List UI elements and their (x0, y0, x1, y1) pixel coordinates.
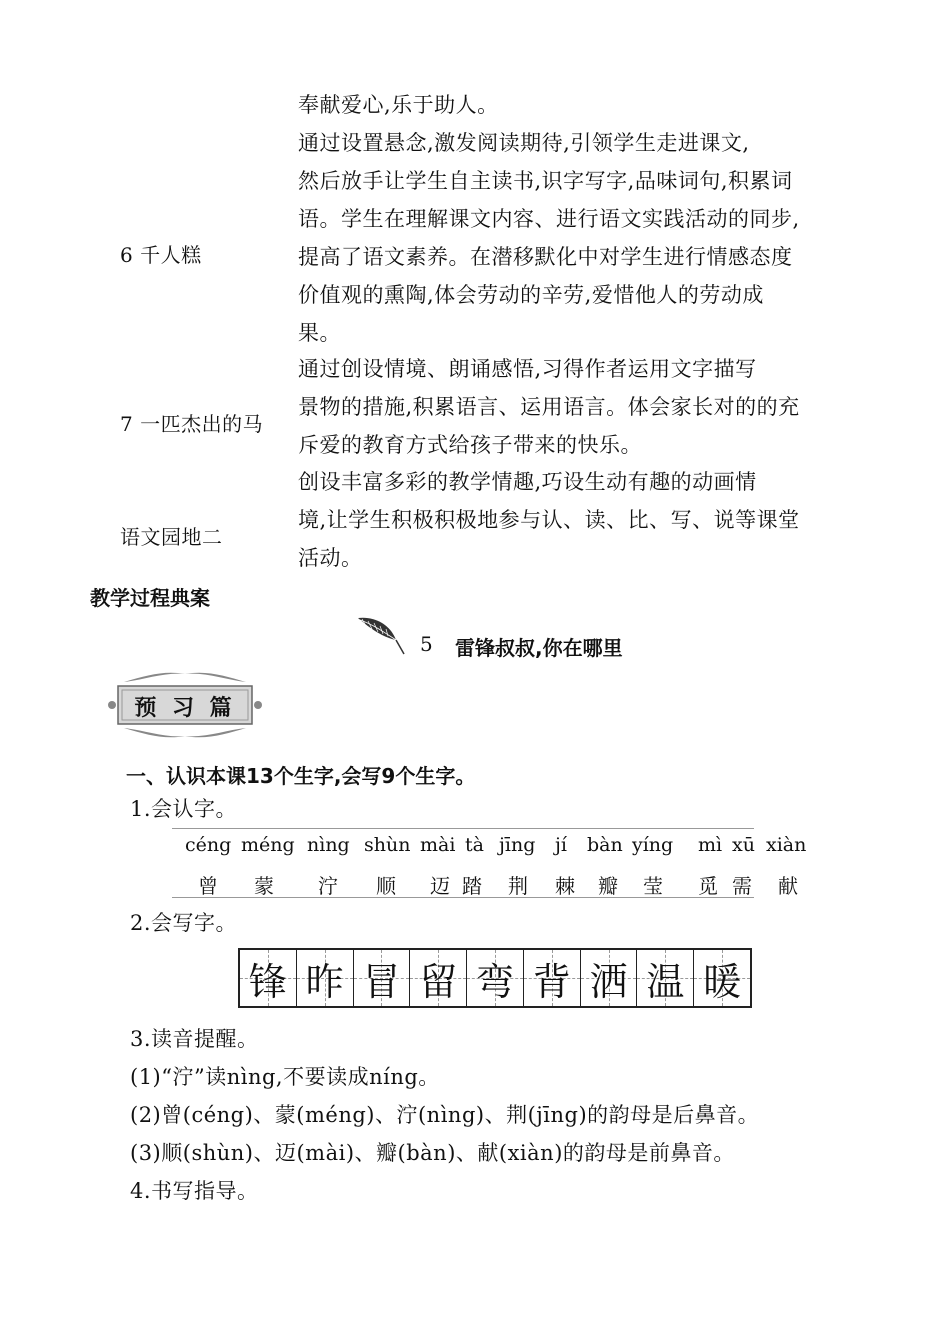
write-char: 洒 (589, 959, 628, 1004)
pinyin: jí (555, 834, 567, 856)
lesson-name-7: 7 一匹杰出的马 (120, 412, 264, 436)
pinyin: jīng (499, 834, 536, 856)
lesson-name-6: 6 千人糕 (120, 243, 202, 267)
preview-banner (104, 670, 266, 740)
pinyin: mài (420, 834, 456, 856)
hanzi: 泞 (318, 874, 338, 898)
lesson-title: 雷锋叔叔,你在哪里 (455, 636, 623, 660)
hanzi: 棘 (555, 874, 575, 898)
rule-bottom (172, 897, 754, 898)
grid-cell (524, 950, 581, 1006)
hanzi: 蒙 (254, 874, 274, 898)
write-char: 弯 (476, 959, 515, 1004)
write-char: 暖 (703, 959, 742, 1004)
item-2: 2.会写字。 (130, 911, 238, 935)
text-line: 斥爱的教育方式给孩子带来的快乐。 (298, 433, 642, 457)
grid-cell (694, 950, 750, 1006)
writing-grid (238, 948, 752, 1008)
note-3: (3)顺(shùn)、迈(mài)、瓣(bàn)、献(xiàn)的韵母是前鼻音。 (130, 1141, 735, 1165)
text-line: 果。 (298, 321, 341, 345)
text-line: 活动。 (298, 546, 363, 570)
grid-cell (297, 950, 354, 1006)
text-line: 创设丰富多彩的教学情趣,巧设生动有趣的动画情 (298, 470, 757, 494)
text-line: 奉献爱心,乐于助人。 (298, 93, 499, 117)
write-char: 锋 (248, 959, 287, 1004)
row-1-text (298, 124, 838, 352)
write-char: 留 (419, 959, 458, 1004)
text-line: 然后放手让学生自主读书,识字写字,品味词句,积累词 (298, 169, 793, 193)
pinyin: yíng (632, 834, 674, 856)
hanzi-row (172, 870, 798, 906)
banner-label: 预 习 篇 (134, 696, 236, 721)
hanzi: 需 (732, 874, 752, 898)
hanzi: 觅 (698, 874, 718, 898)
pinyin: xū (732, 834, 755, 856)
hanzi: 莹 (643, 874, 663, 898)
pinyin: tà (465, 834, 484, 856)
item-3: 3.读音提醒。 (130, 1027, 259, 1051)
pinyin-row (172, 834, 807, 870)
note-2: (2)曾(céng)、蒙(méng)、泞(nìng)、荆(jīng)的韵母是后鼻音。 (130, 1103, 760, 1127)
text-line: 景物的措施,积累语言、运用语言。体会家长对的的充 (298, 395, 800, 419)
hanzi: 献 (778, 874, 798, 898)
pinyin: méng (241, 834, 295, 856)
row-0-text (298, 86, 838, 124)
grid-cell (637, 950, 694, 1006)
grid-cell (581, 950, 638, 1006)
hanzi: 曾 (198, 874, 218, 898)
grid-cell (240, 950, 297, 1006)
hanzi: 迈 (430, 874, 450, 898)
text-line: 语。学生在理解课文内容、进行语文实践活动的同步, (298, 207, 800, 231)
section-title: 教学过程典案 (90, 586, 210, 610)
hanzi: 瓣 (598, 874, 618, 898)
hanzi: 顺 (376, 874, 396, 898)
text-line: 提高了语文素养。在潜移默化中对学生进行情感态度 (298, 245, 793, 269)
text-line: 通过设置悬念,激发阅读期待,引领学生走进课文, (298, 131, 750, 155)
write-char: 温 (646, 959, 685, 1004)
text-line: 价值观的熏陶,体会劳动的辛劳,爱惜他人的劳动成 (298, 283, 764, 307)
hanzi: 踏 (462, 874, 482, 898)
write-char: 冒 (362, 959, 401, 1004)
grid-cell (354, 950, 411, 1006)
pinyin: xiàn (766, 834, 807, 856)
item-1: 1.会认字。 (130, 797, 238, 821)
lesson-name-garden: 语文园地二 (120, 525, 223, 549)
pinyin: nìng (307, 834, 350, 856)
hanzi: 荆 (508, 874, 528, 898)
pinyin: bàn (587, 834, 623, 856)
pinyin: mì (698, 834, 723, 856)
pinyin: shùn (364, 834, 411, 856)
text-line: 通过创设情境、朗诵感悟,习得作者运用文字描写 (298, 357, 757, 381)
text-line: 境,让学生积极积极地参与认、读、比、写、说等课堂 (298, 508, 800, 532)
row-2-text (298, 350, 838, 464)
pinyin: céng (185, 834, 232, 856)
write-char: 昨 (305, 959, 344, 1004)
note-1: (1)“泞”读nìng,不要读成níng。 (130, 1065, 440, 1089)
row-3-text (298, 463, 838, 577)
part1-heading: 一、认识本课13个生字,会写9个生字。 (126, 764, 476, 788)
grid-cell (467, 950, 524, 1006)
rule-top (172, 828, 754, 829)
feather-icon (356, 614, 408, 658)
write-char: 背 (532, 959, 571, 1004)
grid-cell (410, 950, 467, 1006)
item-4: 4.书写指导。 (130, 1179, 259, 1203)
lesson-number: 5 (420, 632, 433, 656)
